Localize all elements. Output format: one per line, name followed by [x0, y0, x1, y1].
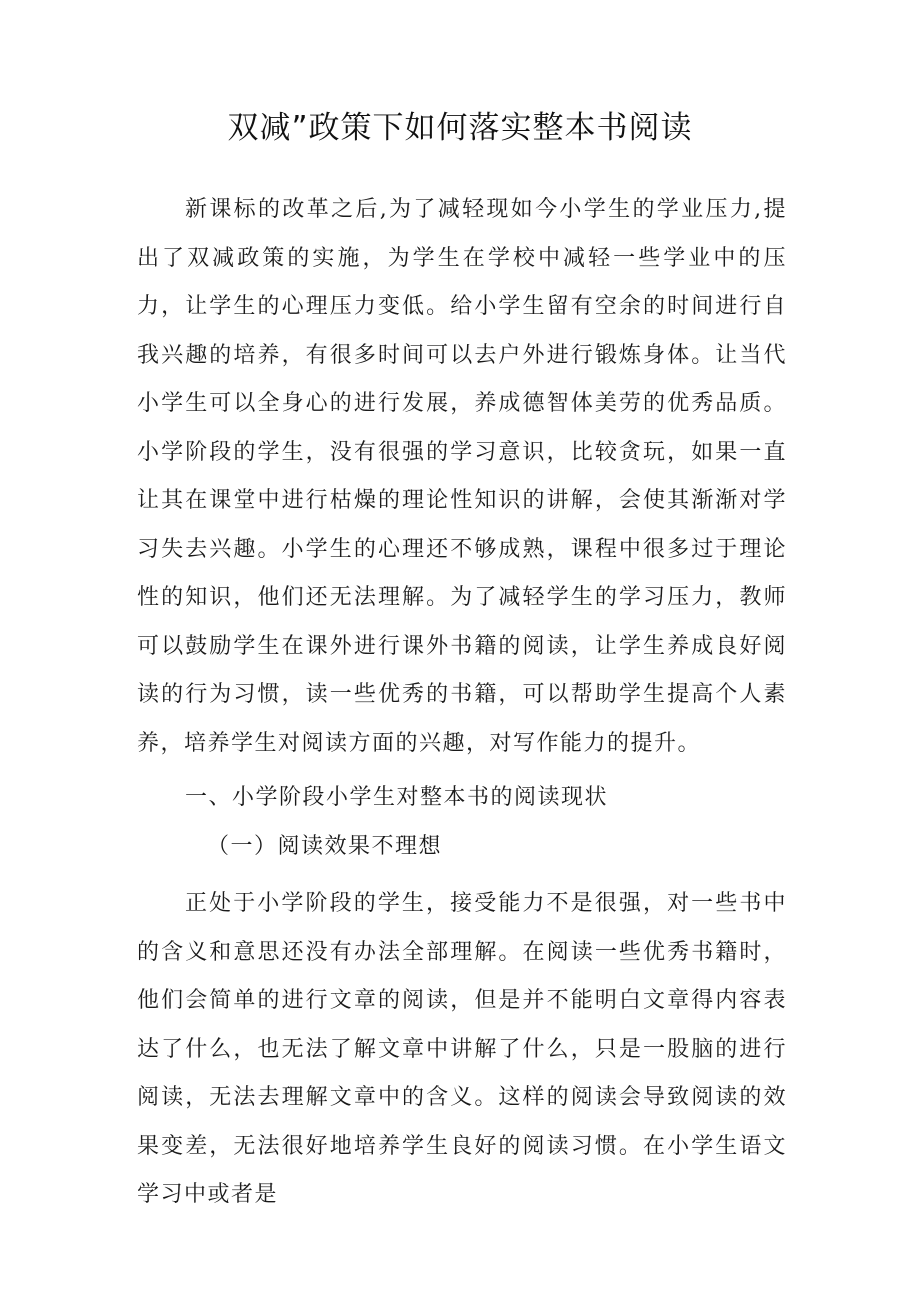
paragraph-reading-effect: 正处于小学阶段的学生，接受能力不是很强，对一些书中的含义和意思还没有办法全部理解。在阅读一些优秀书籍时，他们会简单的进行文章的阅读，但是并不能明白文章得内容表达了什么，也无法了解文章中讲解了什么，只是一股脑的进行阅读，无法去理解文章中的含义。这样的阅读会导致阅读的效果变差，无法很好地培养学生良好的阅读习惯。在小学生语文学习中或者是	[137, 891, 787, 1207]
paragraph-intro: 新课标的改革之后,为了减轻现如今小学生的学业压力,提出了双减政策的实施，为学生在学校中减轻一些学业中的压力，让学生的心理压力变低。给小学生留有空余的时间进行自我兴趣的培养，有很多时间可以去户外进行锻炼身体。让当代小学生可以全身心的进行发展，养成德智体美劳的优秀品质。小学阶段的学生，没有很强的学习意识，比较贪玩，如果一直让其在课堂中进行枯燥的理论性知识的讲解，会使其渐渐对学习失去兴趣。小学生的心理还不够成熟，课程中很多过于理论性的知识，他们还无法理解。为了减轻学生的学习压力，教师可以鼓励学生在课外进行课外书籍的阅读，让学生养成良好阅读的行为习惯，读一些优秀的书籍，可以帮助学生提高个人素养，培养学生对阅读方面的兴趣，对写作能力的提升。	[137, 197, 787, 756]
document-title: 双减”政策下如何落实整本书阅读	[227, 110, 693, 146]
subsection-heading-1: （一）阅读效果不理想	[207, 834, 443, 859]
section-heading-1: 一、小学阶段小学生对整本书的阅读现状	[185, 785, 609, 810]
